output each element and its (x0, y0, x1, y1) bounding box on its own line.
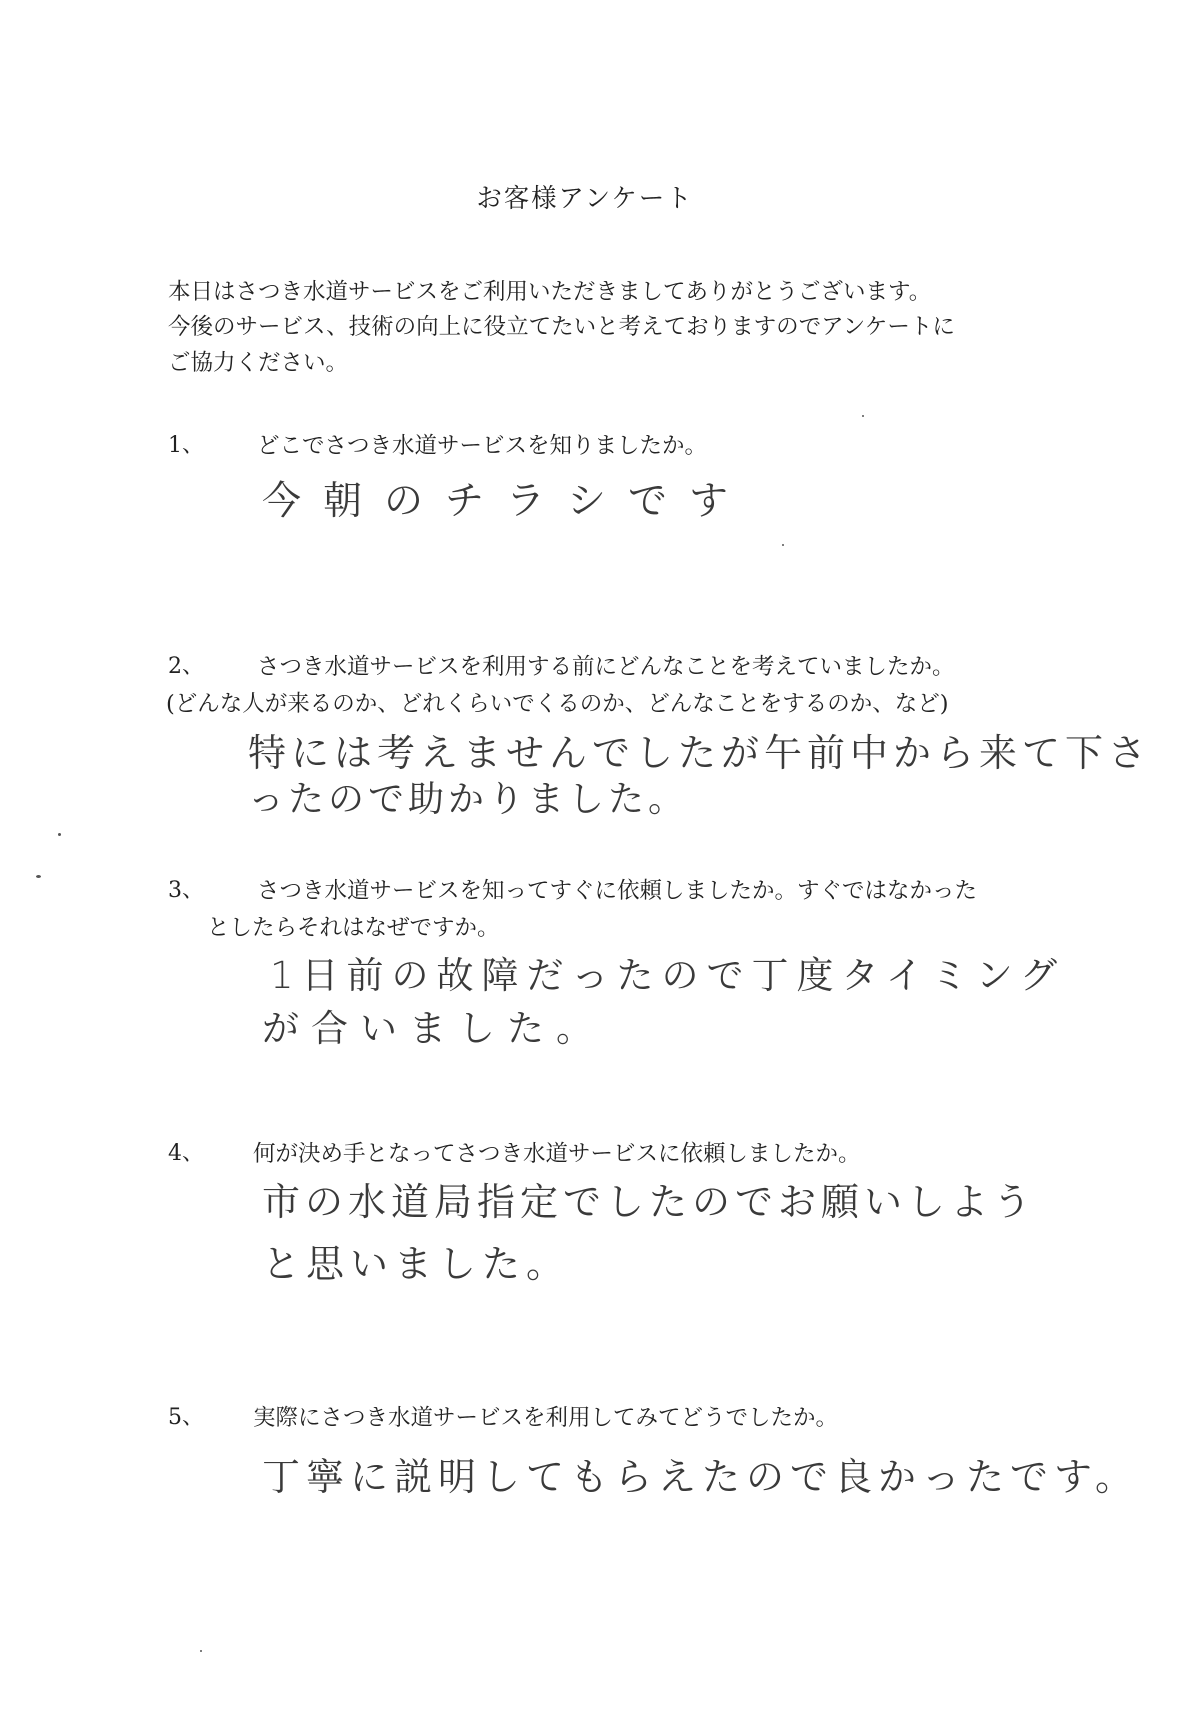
question-3-text: さつき水道サービスを知ってすぐに依頼しましたか。すぐではなかった (257, 878, 978, 904)
answer-2-line-1: 特には考えませんでしたが午前中から来て下さ (248, 731, 1152, 775)
scan-speck (862, 415, 864, 417)
question-5-number: 5、 (168, 1405, 204, 1430)
question-3-number: 3、 (168, 878, 204, 903)
question-2-number: 2、 (168, 654, 204, 679)
scan-speck (36, 875, 41, 878)
intro-line-1: 本日はさつき水道サービスをご利用いただきましてありがとうございます。 (168, 279, 932, 305)
question-1-text: どこでさつき水道サービスを知りましたか。 (257, 433, 708, 459)
answer-4-line-1: 市の水道局指定でしたのでお願いしよう (262, 1180, 1037, 1224)
question-3-text-2: としたらそれはなぜですか。 (207, 915, 500, 941)
intro-line-3: ご協力ください。 (168, 350, 349, 376)
answer-3-line-2: が合いました。 (262, 1007, 605, 1050)
scan-speck (782, 544, 784, 546)
question-1-number: 1、 (168, 433, 204, 458)
question-5-text: 実際にさつき水道サービスを利用してみてどうでしたか。 (253, 1405, 839, 1431)
question-2-text: さつき水道サービスを利用する前にどんなことを考えていましたか。 (257, 654, 955, 680)
answer-2-line-2: ったので助かりました。 (248, 779, 689, 820)
answer-5-line-1: 丁寧に説明してもらえたので良かったです。 (262, 1455, 1139, 1499)
question-4-number: 4、 (168, 1141, 204, 1166)
intro-line-2: 今後のサービス、技術の向上に役立てたいと考えておりますのでアンケートに (168, 314, 955, 340)
scan-speck (58, 833, 61, 836)
answer-1-line-1: 今朝のチラシです (262, 479, 751, 524)
answer-4-line-2: と思いました。 (262, 1242, 571, 1286)
page-title: お客様アンケート (476, 184, 694, 214)
question-2-note: (どんな人が来るのか、どれくらいでくるのか、どんなことをするのか、など) (166, 691, 949, 717)
scan-speck (200, 1650, 202, 1652)
answer-3-line-1: 1日前の故障だったので丁度タイミング (270, 954, 1066, 997)
question-4-text: 何が決め手となってさつき水道サービスに依頼しましたか。 (253, 1141, 861, 1167)
